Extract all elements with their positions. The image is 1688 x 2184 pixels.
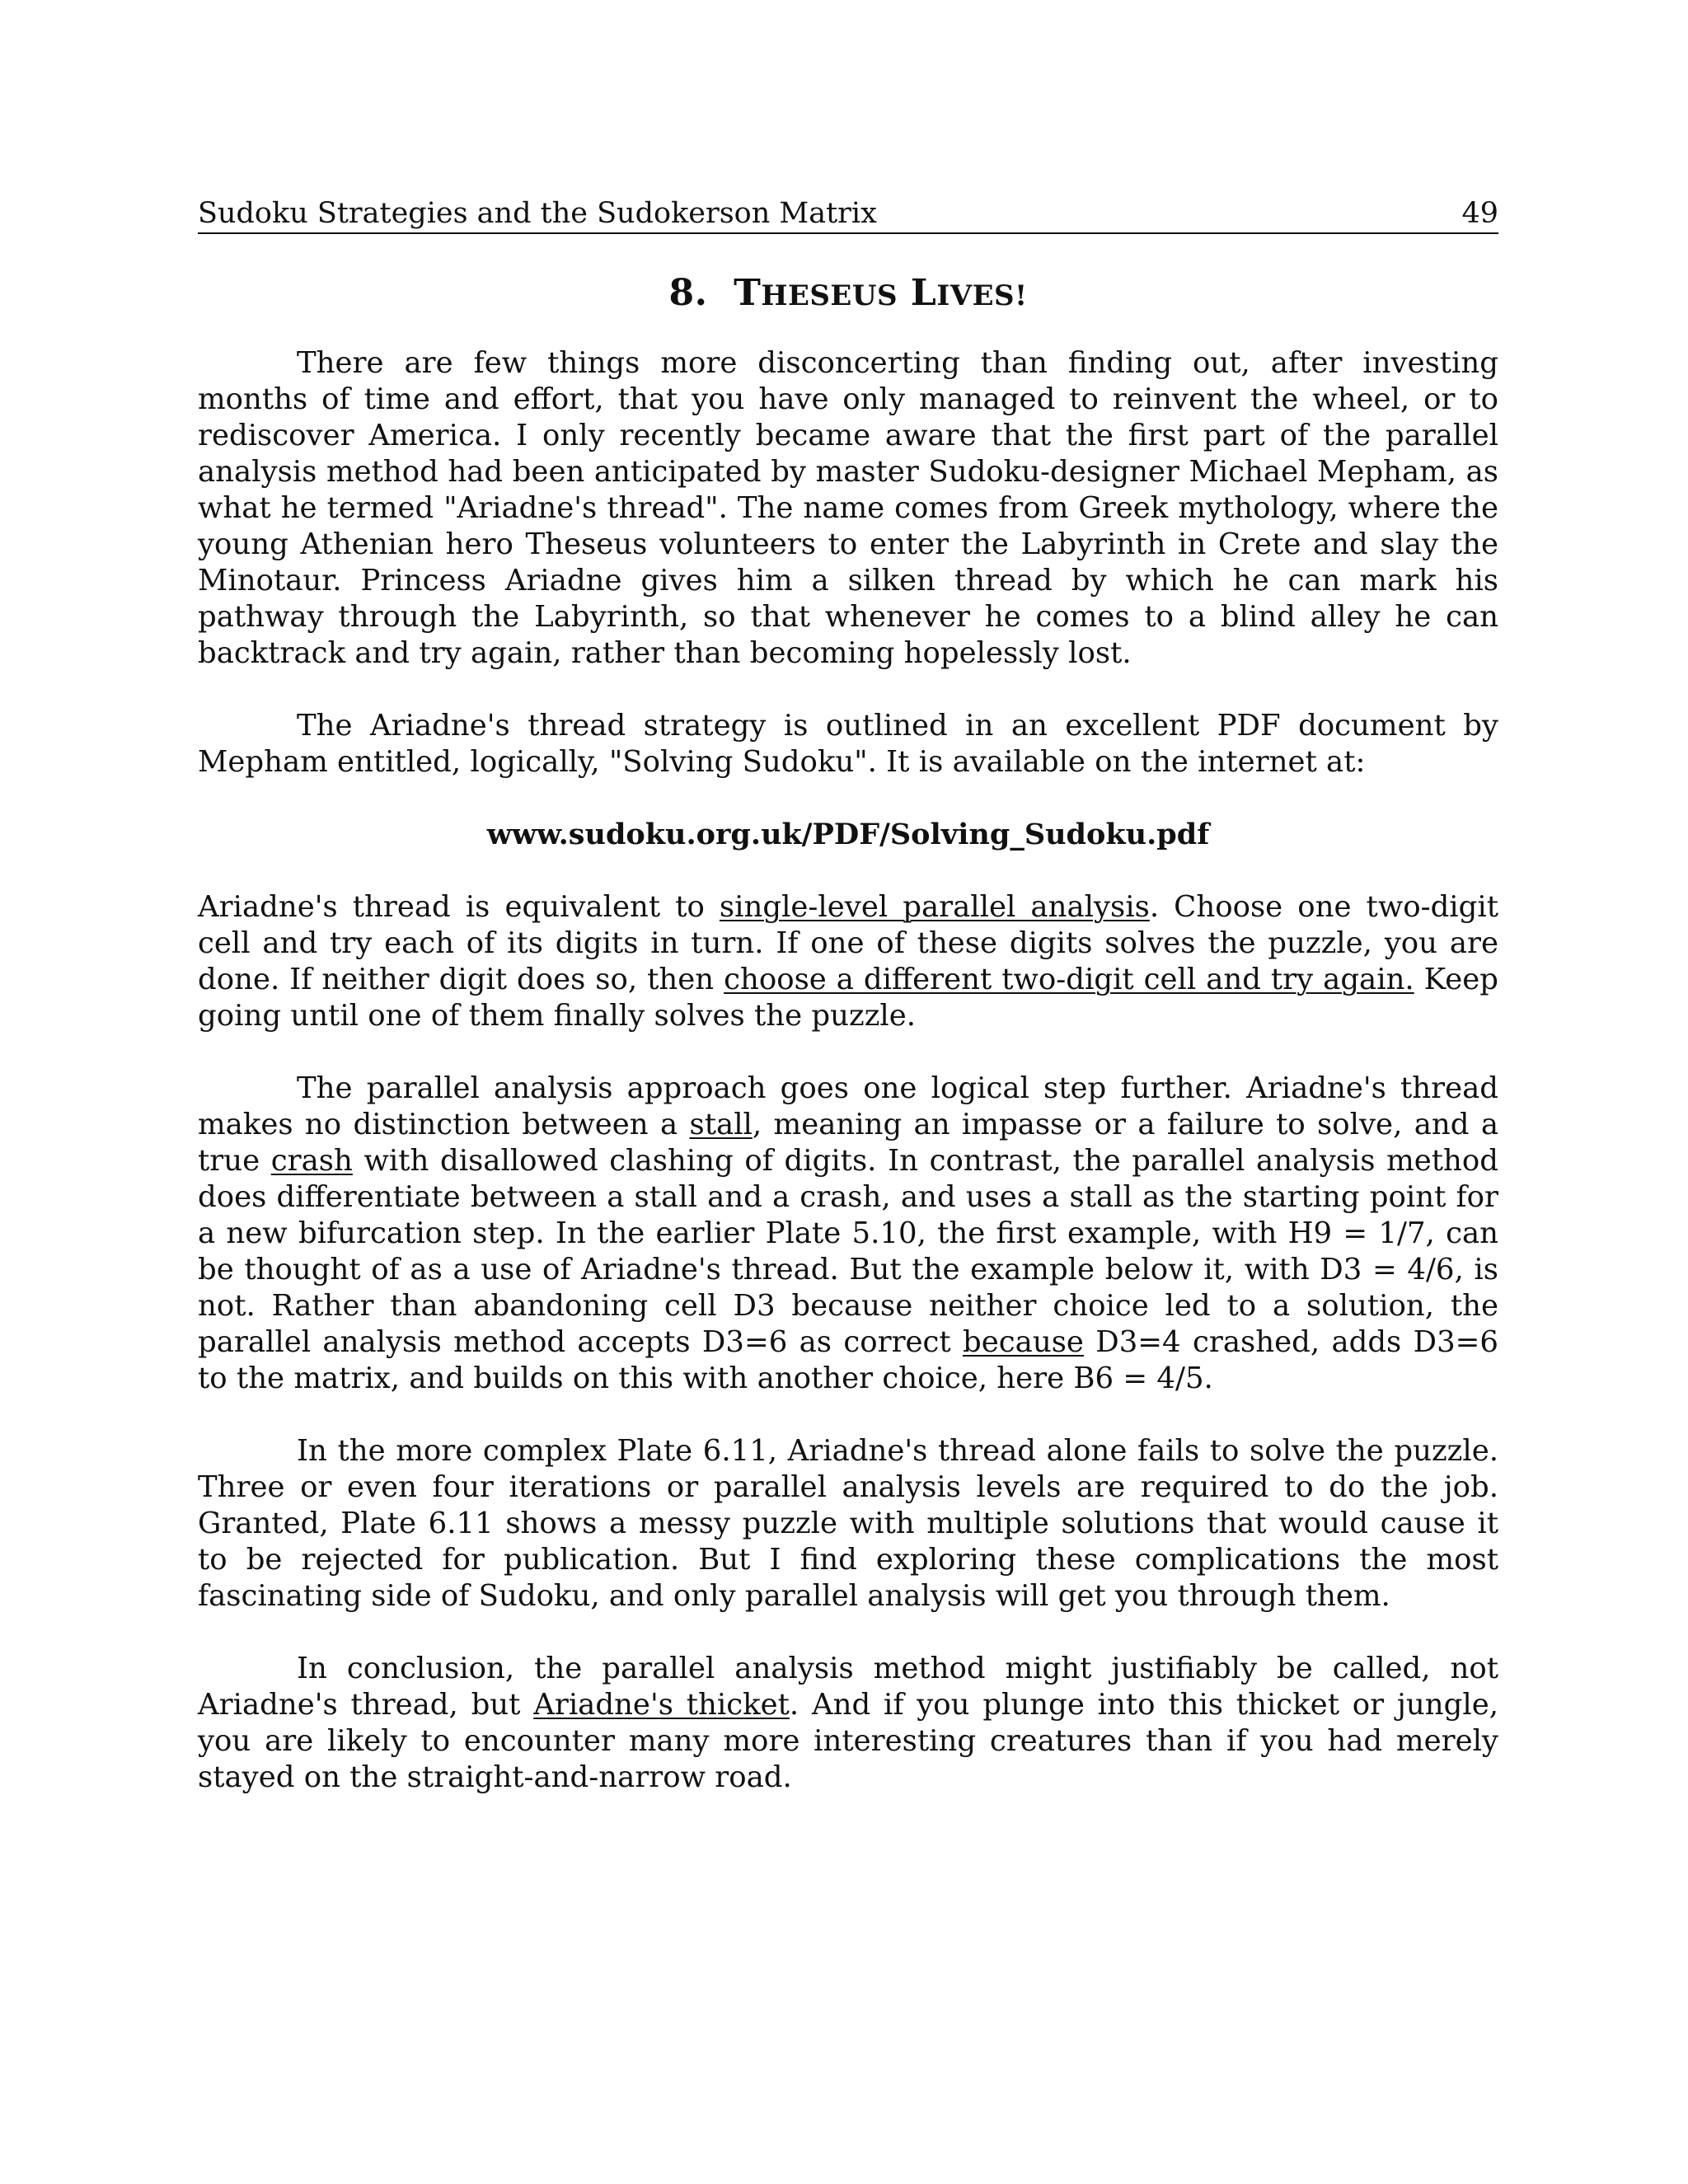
p4-text-a: The parallel analysis approach goes one logical step further. Ariadne's thread makes no distinction between a [198, 1071, 1498, 1141]
p6-underline-thicket: Ariadne's thicket [533, 1688, 790, 1722]
p4-text-b: , meaning an impasse or a failure to solve, and a true [198, 1108, 1498, 1178]
chapter-title-word-2-rest: IVES! [936, 279, 1028, 312]
paragraph-3 [198, 889, 1498, 1034]
chapter-number: 8. [668, 272, 708, 314]
paragraph-2: The Ariadne's thread strategy is outlined in an excellent PDF document by Mepham entitled, logically, "Solving Sudoku". It is available on the internet at: [198, 709, 1498, 779]
chapter-title-word-2-cap: L [910, 272, 937, 314]
p4-underline-crash: crash [270, 1144, 353, 1178]
p3-text-b: . Choose one two-digit cell and try each of its digits in turn. If one of these digits solves the puzzle, you are done. If neither digit does so, then [198, 890, 1498, 996]
paragraph-gap [198, 672, 1498, 708]
p3-underline-2: choose a different two-digit cell and try again. [724, 963, 1414, 996]
document-page [198, 194, 1498, 1796]
paragraph-gap [198, 1034, 1498, 1071]
paragraph-gap [198, 853, 1498, 889]
running-title: Sudoku Strategies and the Sudokerson Matrix [198, 197, 877, 230]
p3-text-c: Keep going until one of them finally solves the puzzle. [198, 963, 1498, 1033]
paragraph-4 [198, 1071, 1498, 1397]
p4-underline-stall: stall [689, 1108, 753, 1141]
p3-text-a: Ariadne's thread is equivalent to [198, 890, 720, 924]
paragraph-gap [198, 1615, 1498, 1651]
p4-text-d: D3=4 crashed, adds D3=6 to the matrix, and builds on this with another choice, here B6 = 4/5. [198, 1325, 1498, 1395]
paragraph-1: There are few things more disconcerting than finding out, after investing months of time and effort, that you have only managed to reinvent the wheel, or to rediscover America. I only recently became aware that the first part of the parallel analysis method had been anticipated by master Sudoku-designer Michael Mepham, as what he termed "Ariadne's thread". The name comes from Greek mythology, where the young Athenian hero Theseus volunteers to enter the Labyrinth in Crete and slay the Minotaur. Princess Ariadne gives him a silken thread by which he can mark his pathway through the Labyrinth, so that whenever he comes to a blind alley he can backtrack and try again, rather than becoming hopelessly lost. [198, 346, 1498, 670]
running-header [198, 194, 1498, 234]
paragraph-5: In the more complex Plate 6.11, Ariadne's thread alone fails to solve the puzzle. Three or even four iterations or parallel analysis levels are required to do the job. Granted, Plate 6.11 shows a messy puzzle with multiple solutions that would cause it to be rejected for publication. But I find exploring these complications the most fascinating side of Sudoku, and only parallel analysis will get you through them. [198, 1434, 1498, 1613]
p6-text-a: In conclusion, the parallel analysis method might justifiably be called, not Ariadne's thread, but [198, 1652, 1498, 1722]
p4-text-c: with disallowed clashing of digits. In contrast, the parallel analysis method does differentiate between a stall and a crash, and uses a stall as the starting point for a new bifurcation step. In the earlier Plate 5.10, the first example, with H9 = 1/7, can be thought of as a use of Ariadne's thread. But the example below it, with D3 = 4/6, is not. Rather than abandoning cell D3 because neither choice led to a solution, the parallel analysis method accepts D3=6 as correct [198, 1144, 1498, 1359]
page-number: 49 [1461, 197, 1498, 230]
chapter-title-word-1-cap: T [734, 272, 762, 314]
p3-underline-1: single-level parallel analysis [719, 890, 1150, 924]
document-url: www.sudoku.org.uk/PDF/Solving_Sudoku.pdf [486, 818, 1210, 851]
paragraph-gap [198, 780, 1498, 817]
p4-underline-because: because [963, 1325, 1084, 1359]
chapter-title-word-1-rest: HESEUS [761, 279, 898, 312]
paragraph-6 [198, 1651, 1498, 1796]
paragraph-gap [198, 1397, 1498, 1433]
p6-text-b: . And if you plunge into this thicket or jungle, you are likely to encounter many more interesting creatures than if you had merely stayed on the straight-and-narrow road. [198, 1688, 1498, 1794]
chapter-title [198, 269, 1498, 321]
